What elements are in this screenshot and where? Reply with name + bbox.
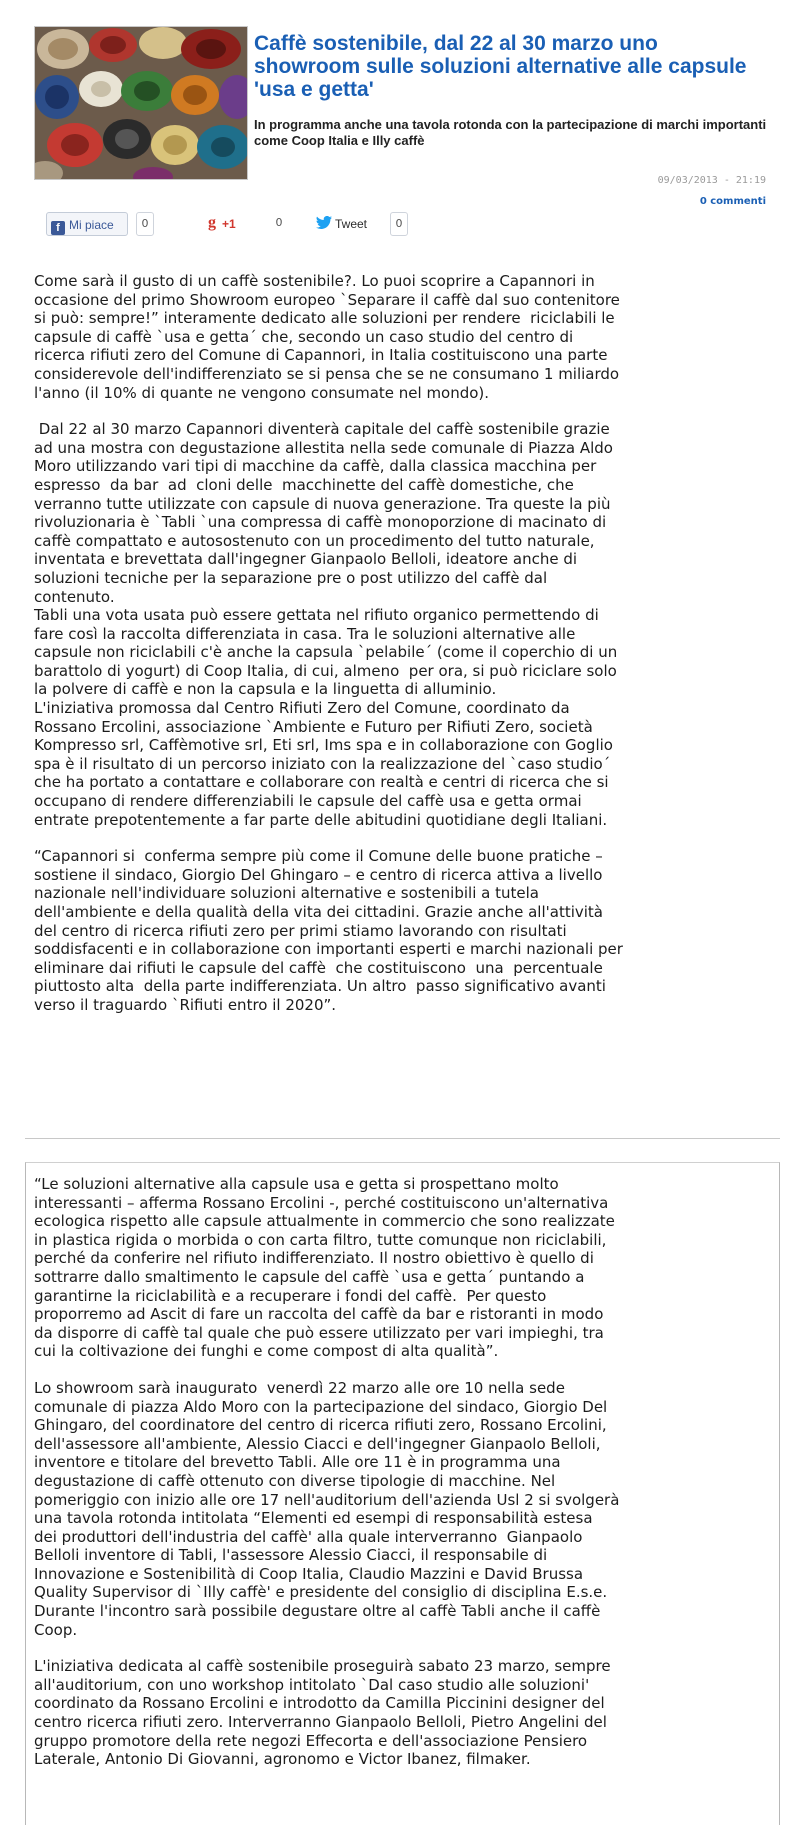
gplus-count: 0: [275, 216, 283, 229]
google-plus-icon: g: [208, 214, 216, 231]
tweet-label: Tweet: [335, 217, 368, 231]
article-header: [34, 26, 768, 207]
paragraph-inauguration: Lo showroom sarà inaugurato venerdì 22 marzo alle ore 10 nella sede comunale di piazza Aldo Moro con la partecipazione del sindaco, Giorgio Del Ghingaro, del coordinatore del centro di ricerca rifiuti zero, Rossano Ercolini, dell'assessore all'ambiente, Alessio Ciacci e dell'ingegner Gianpaolo Belloli, inventore e titolare del brevetto Tabli. Alle ore 11 è in programma una degustazione di caffè ottenuto con diverse tipologie di macchine. Nel pomeriggio con inizio alle ore 17 nell'auditorium dell'azienda Usl 2 si svolgerà una tavola rotonda intitolata “Elementi ed esempi di responsabilità estesa dei produttori dell'industria del caffè' alla quale interverranno Gianpaolo Belloli inventore di Tabli, l'assessore Alessio Ciacci, il responsabile di Innovazione e Sostenibilità di Coop Italia, Claudio Mazzini e David Brussa Quality Supervisor di `Illy caffè' e presidente del consiglio di disciplina E.s.e. Durante l'incontro sarà possibile degustare oltre al caffè Tabli anche il caffè Coop.: [34, 1378, 620, 1639]
coffee-capsules-image: [34, 26, 248, 180]
paragraph-event: Dal 22 al 30 marzo Capannori diventerà capitale del caffè sostenibile grazie ad una mostra con degustazione allestita nella sede comunale di Piazza Aldo Moro utilizzando vari tipi di macchine da caffè, dalla classica macchina per espresso da bar ad cloni delle macchinette del caffè domestiche, che verranno tutte utilizzate con capsule di nuova generazione. Tra queste la più rivoluzionaria è `Tabli `una compressa di caffè monoporzione di macinato di caffè compattato e autosostenuto con un procedimento del tutto naturale, inventata e brevettata dall'ingegner Gianpaolo Belloli, ideatore anche di soluzioni tecniche per la separazione pre o post utilizzo del caffè dal contenuto. Tabli una vota usata può essere gettata nel rifiuto organico permettendo di fare così la raccolta differenziata in casa. Tra le soluzioni alternative alle capsule non riciclabili c'è anche la capsula `pelabile´ (come il coperchio di un barattolo di yogurt) di Coop Italia, di cui, almeno per ora, si può riciclare solo la polvere di caffè e non la capsula e la linguetta di alluminio. L'iniziativa promossa dal Centro Rifiuti Zero del Comune, coordinato da Rossano Ercolini, associazione `Ambiente e Futuro per Rifiuti Zero, società Kompresso srl, Caffèmotive srl, Eti srl, Ims spa e in collaborazione con Goglio spa è il risultato di un percorso iniziato con la realizzazione del `caso studio´ che ha portato a contattare e collaborare con realtà e centri di ricerca che si occupano di rendere differenziabili le capsule del caffè usa e getta ormai entrate prepotentemente a far parte delle abitudini quotidiane degli Italiani.: [34, 420, 618, 829]
article-title: Caffè sostenibile, dal 22 al 30 marzo uno showroom sulle soluzioni alternative alle capsule 'usa e getta': [254, 32, 747, 101]
google-plus-button[interactable]: +1: [222, 217, 236, 231]
facebook-icon: f: [51, 221, 65, 235]
paragraph-ercolini-quote: “Le soluzioni alternative alla capsule usa e getta si prospettano molto interessanti – afferma Rossano Ercolini -, perché costituiscono un'alternativa ecologica rispetto alle capsule attualmente in commercio che sono realizzate in plastica rigida o morbida o con carta filtro, tutte comunque non riciclabili, perché da conferire nel rifiuto indifferenziato. Il nostro obiettivo è quello di sottrarre dallo smaltimento le capsule del caffè `usa e getta´ puntando a garantirne la riciclabilità e a recuperare i fondi del caffè. Per questo proporremo ad Ascit di fare un raccolta del caffè da bar e ristoranti in modo da disporre di caffè tal quale che può essere utilizzato per vari impieghi, tra cui la coltivazione dei funghi e come compost di alta qualità”.: [34, 1175, 615, 1361]
tweet-count: 0: [390, 212, 408, 236]
twitter-bird-icon: [316, 216, 332, 229]
social-share-bar: [46, 212, 466, 240]
facebook-like-button[interactable]: [46, 212, 128, 236]
paragraph-workshop: L'iniziativa dedicata al caffè sostenibile proseguirà sabato 23 marzo, sempre all'auditorium, con uno workshop intitolato `Dal caso studio alle soluzioni' coordinato da Rossano Ercolini e introdotto da Camilla Piccinini designer del centro ricerca rifiuti zero. Interverranno Gianpaolo Belloli, Pietro Angelini del gruppo promotore della rete negozi Effecorta e dell'associazione Pensiero Laterale, Antonio Di Giovanni, agronomo e Victor Ibanez, filmaker.: [34, 1657, 611, 1769]
article-body-part-1: [34, 272, 769, 1015]
like-label: Mi piace: [69, 218, 114, 232]
tweet-button[interactable]: [312, 212, 386, 236]
article-subtitle: In programma anche una tavola rotonda con la partecipazione di marchi importanti come Coop Italia e Illy caffè: [254, 117, 767, 148]
article-body-part-2: [34, 1175, 769, 1769]
section-divider: [25, 1138, 780, 1139]
like-count: 0: [136, 212, 154, 236]
publish-date: 09/03/2013 - 21:19: [657, 175, 766, 186]
paragraph-mayor-quote: “Capannori si conferma sempre più come il Comune delle buone pratiche – sostiene il sindaco, Giorgio Del Ghingaro – e centro di ricerca attiva a livello nazionale nell'individuare soluzioni alternative e sostenibili a tutela dell'ambiente e della qualità della vita dei cittadini. Grazie anche all'attività del centro di ricerca rifiuti zero per primi stiamo lavorando con risultati soddisfacenti e in collaborazione con importanti esperti e marchi nazionali per eliminare dai rifiuti le capsule del caffè che costituiscono una percentuale piuttosto alta della parte indifferenziata. Un altro passo significativo avanti verso il traguardo `Rifiuti entro il 2020”.: [34, 847, 623, 1014]
capsules-illustration: [35, 27, 247, 179]
comments-link[interactable]: 0 commenti: [699, 196, 766, 207]
paragraph-intro: Come sarà il gusto di un caffè sostenibile?. Lo puoi scoprire a Capannori in occasione del primo Showroom europeo `Separare il caffè dal suo contenitore si può: sempre!” interamente dedicato alle soluzioni per rendere riciclabili le capsule di caffè `usa e getta´ che, secondo un caso studio del centro di ricerca rifiuti zero del Comune di Capannori, in Italia costituiscono una parte considerevole dell'indifferenziato se si pensa che se ne consumano 1 miliardo l'anno (il 10% di quante ne vengono consumate nel mondo).: [34, 272, 620, 402]
